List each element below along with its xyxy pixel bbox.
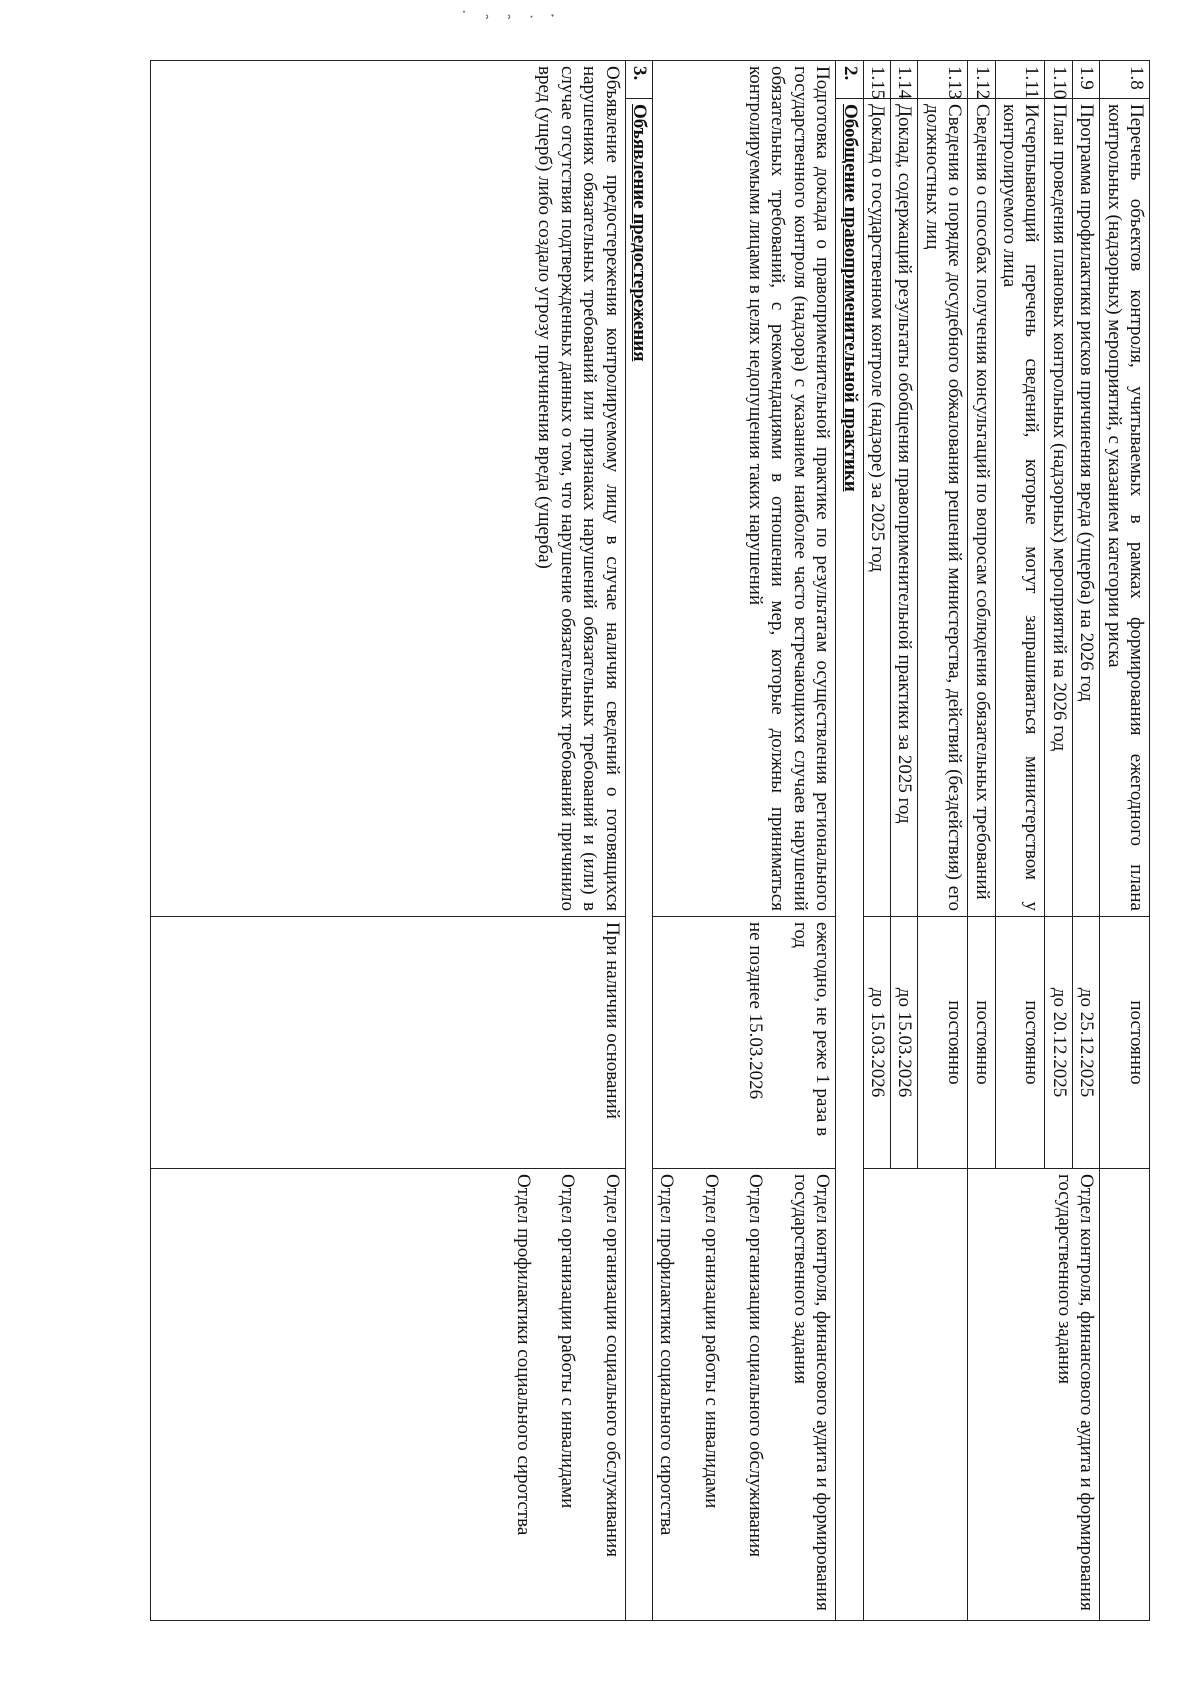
row-number: 1.14 bbox=[890, 61, 917, 99]
row-term: постоянно bbox=[918, 917, 968, 1169]
row-name: Доклад о государственном контроле (надзоре) за 2025 год bbox=[863, 99, 890, 917]
row-term: до 15.03.2026 bbox=[863, 917, 890, 1169]
section-header-row bbox=[836, 61, 863, 1621]
section-header-row bbox=[625, 61, 652, 1621]
row-term: до 15.03.2026 bbox=[890, 917, 917, 1169]
responsible-dept: Отдел организации работы с инвалидами bbox=[700, 1174, 722, 1509]
row-number: 1.11 bbox=[995, 61, 1045, 99]
row-number: 1.10 bbox=[1045, 61, 1072, 99]
table-row bbox=[1100, 61, 1150, 1621]
section-number: 3. bbox=[625, 61, 652, 99]
prevention-plan-table bbox=[150, 60, 1150, 1621]
section-paragraph: Объявление предостережения контролируемому лицу в случае наличия сведений о готовящихся нарушениях обязательных требований или признаках нарушений обязательных требований и (или) в случае отсутствия подтвержденных данных о том, что нарушение обязательных требований причинило вред (ущерб) либо создало угрозу причинения вреда (ущерба) bbox=[534, 66, 623, 911]
row-number: 1.12 bbox=[968, 61, 995, 99]
table-row bbox=[1072, 61, 1099, 1621]
table-row bbox=[918, 61, 968, 1621]
term-frequency: ежегодно, не реже 1 раза в год bbox=[789, 922, 834, 1137]
section-number: 2. bbox=[836, 61, 863, 99]
section-text bbox=[653, 61, 836, 917]
row-term: до 20.12.2025 bbox=[1045, 917, 1072, 1169]
responsible-dept: Отдел профилактики социального сиротства bbox=[512, 1174, 534, 1536]
row-term: постоянно bbox=[995, 917, 1045, 1169]
responsible-dept: Отдел профилактики социального сиротства bbox=[656, 1174, 678, 1536]
row-name: Исчерпывающий перечень сведений, которые могут запрашиваться министерством у контролируемого лица bbox=[995, 99, 1045, 917]
row-responsible bbox=[863, 1169, 968, 1621]
section-title: Обобщение правоприменительной практики bbox=[836, 99, 863, 1621]
row-term: постоянно bbox=[968, 917, 995, 1169]
row-name: Доклад, содержащий результаты обобщения правоприменительной практики за 2025 год bbox=[890, 99, 917, 917]
section-paragraph: Подготовка доклада о правоприменительной практике по результатам осуществления регионального государственного контроля (надзора) с указанием наиболее часто встречающихся случаев нарушений обязательных требований, с рекомендациями в отношении мер, которые должны приниматься контролируемыми лицами в целях недопущения таких нарушений bbox=[744, 66, 834, 911]
row-responsible bbox=[653, 1169, 836, 1621]
scan-marks: ˙ ˒ ˒ ᐧ ˑ bbox=[460, 8, 562, 27]
responsible-dept: Отдел организации работы с инвалидами bbox=[557, 1174, 579, 1509]
row-term: до 25.12.2025 bbox=[1072, 917, 1099, 1169]
row-number: 1.8 bbox=[1100, 61, 1150, 99]
row-name: План проведения плановых контрольных (надзорных) мероприятий на 2026 год bbox=[1045, 99, 1072, 917]
row-number: 1.15 bbox=[863, 61, 890, 99]
row-responsible: Отдел контроля, финансового аудита и формирования государственного задания bbox=[968, 1169, 1100, 1621]
row-term: При наличии оснований bbox=[150, 917, 625, 1169]
responsible-dept: Отдел организации социального обслуживания bbox=[745, 1174, 767, 1557]
table-row bbox=[150, 61, 625, 1621]
row-number: 1.9 bbox=[1072, 61, 1099, 99]
term-deadline: не позднее 15.03.2026 bbox=[745, 922, 767, 1100]
section-title: Объявление предостережения bbox=[625, 99, 652, 1621]
row-name: Перечень объектов контроля, учитываемых в рамках формирования ежегодного плана контрольных (надзорных) мероприятий, с указанием категории риска bbox=[1100, 99, 1150, 917]
row-name: Сведения о способах получения консультаций по вопросам соблюдения обязательных требований bbox=[968, 99, 995, 917]
table-row bbox=[653, 61, 836, 1621]
row-responsible bbox=[1100, 1169, 1150, 1621]
responsible-dept: Отдел организации социального обслуживания bbox=[601, 1174, 623, 1557]
row-responsible bbox=[150, 1169, 625, 1621]
document-page bbox=[70, 30, 1150, 1660]
row-number: 1.13 bbox=[918, 61, 968, 99]
row-name: Сведения о порядке досудебного обжалования решений министерства, действий (бездействия) его должностных лиц bbox=[918, 99, 968, 917]
section-text bbox=[150, 61, 625, 917]
row-name: Программа профилактики рисков причинения вреда (ущерба) на 2026 год bbox=[1072, 99, 1099, 917]
row-term: постоянно bbox=[1100, 917, 1150, 1169]
row-term bbox=[653, 917, 836, 1169]
responsible-dept: Отдел контроля, финансового аудита и формирования государственного задания bbox=[789, 1174, 834, 1611]
